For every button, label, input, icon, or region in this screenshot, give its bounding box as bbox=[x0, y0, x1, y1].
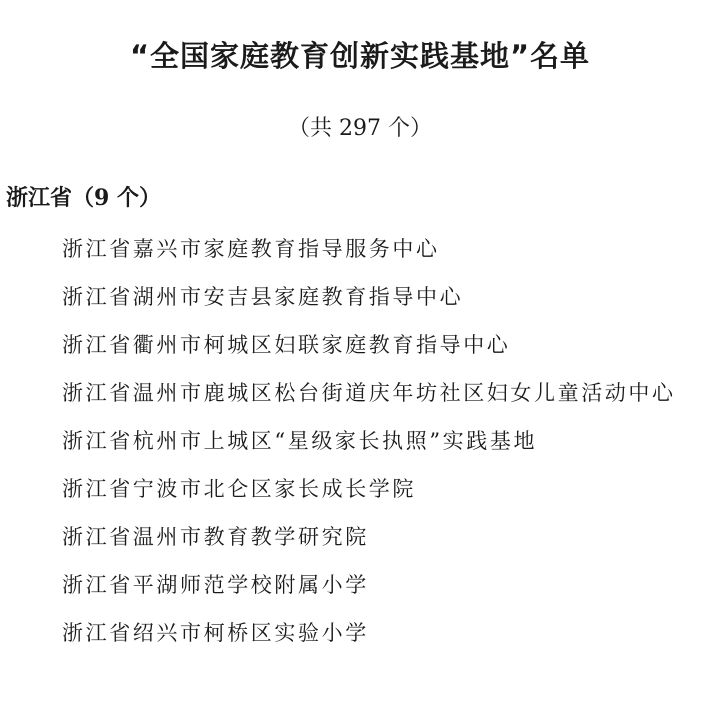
list-item: 浙江省湖州市安吉县家庭教育指导中心 bbox=[62, 285, 464, 309]
list-item: 浙江省宁波市北仑区家长成长学院 bbox=[62, 477, 416, 501]
list-item: 浙江省绍兴市柯桥区实验小学 bbox=[62, 621, 369, 645]
section-count: （9 个） bbox=[72, 185, 161, 211]
list-item: 浙江省杭州市上城区“星级家长执照”实践基地 bbox=[62, 429, 538, 453]
list-item: 浙江省温州市教育教学研究院 bbox=[62, 525, 369, 549]
document-title: “全国家庭教育创新实践基地”名单 bbox=[129, 39, 591, 73]
section-name: 浙江省 bbox=[6, 186, 73, 211]
base-list bbox=[62, 225, 714, 657]
list-item: 浙江省平湖师范学校附属小学 bbox=[62, 573, 369, 597]
list-item: 浙江省温州市鹿城区松台街道庆年坊社区妇女儿童活动中心 bbox=[62, 381, 676, 405]
document-subtitle: （共 297 个） bbox=[288, 116, 432, 141]
list-item: 浙江省衢州市柯城区妇联家庭教育指导中心 bbox=[62, 333, 511, 357]
section-heading bbox=[6, 181, 161, 216]
list-item: 浙江省嘉兴市家庭教育指导服务中心 bbox=[62, 237, 440, 261]
